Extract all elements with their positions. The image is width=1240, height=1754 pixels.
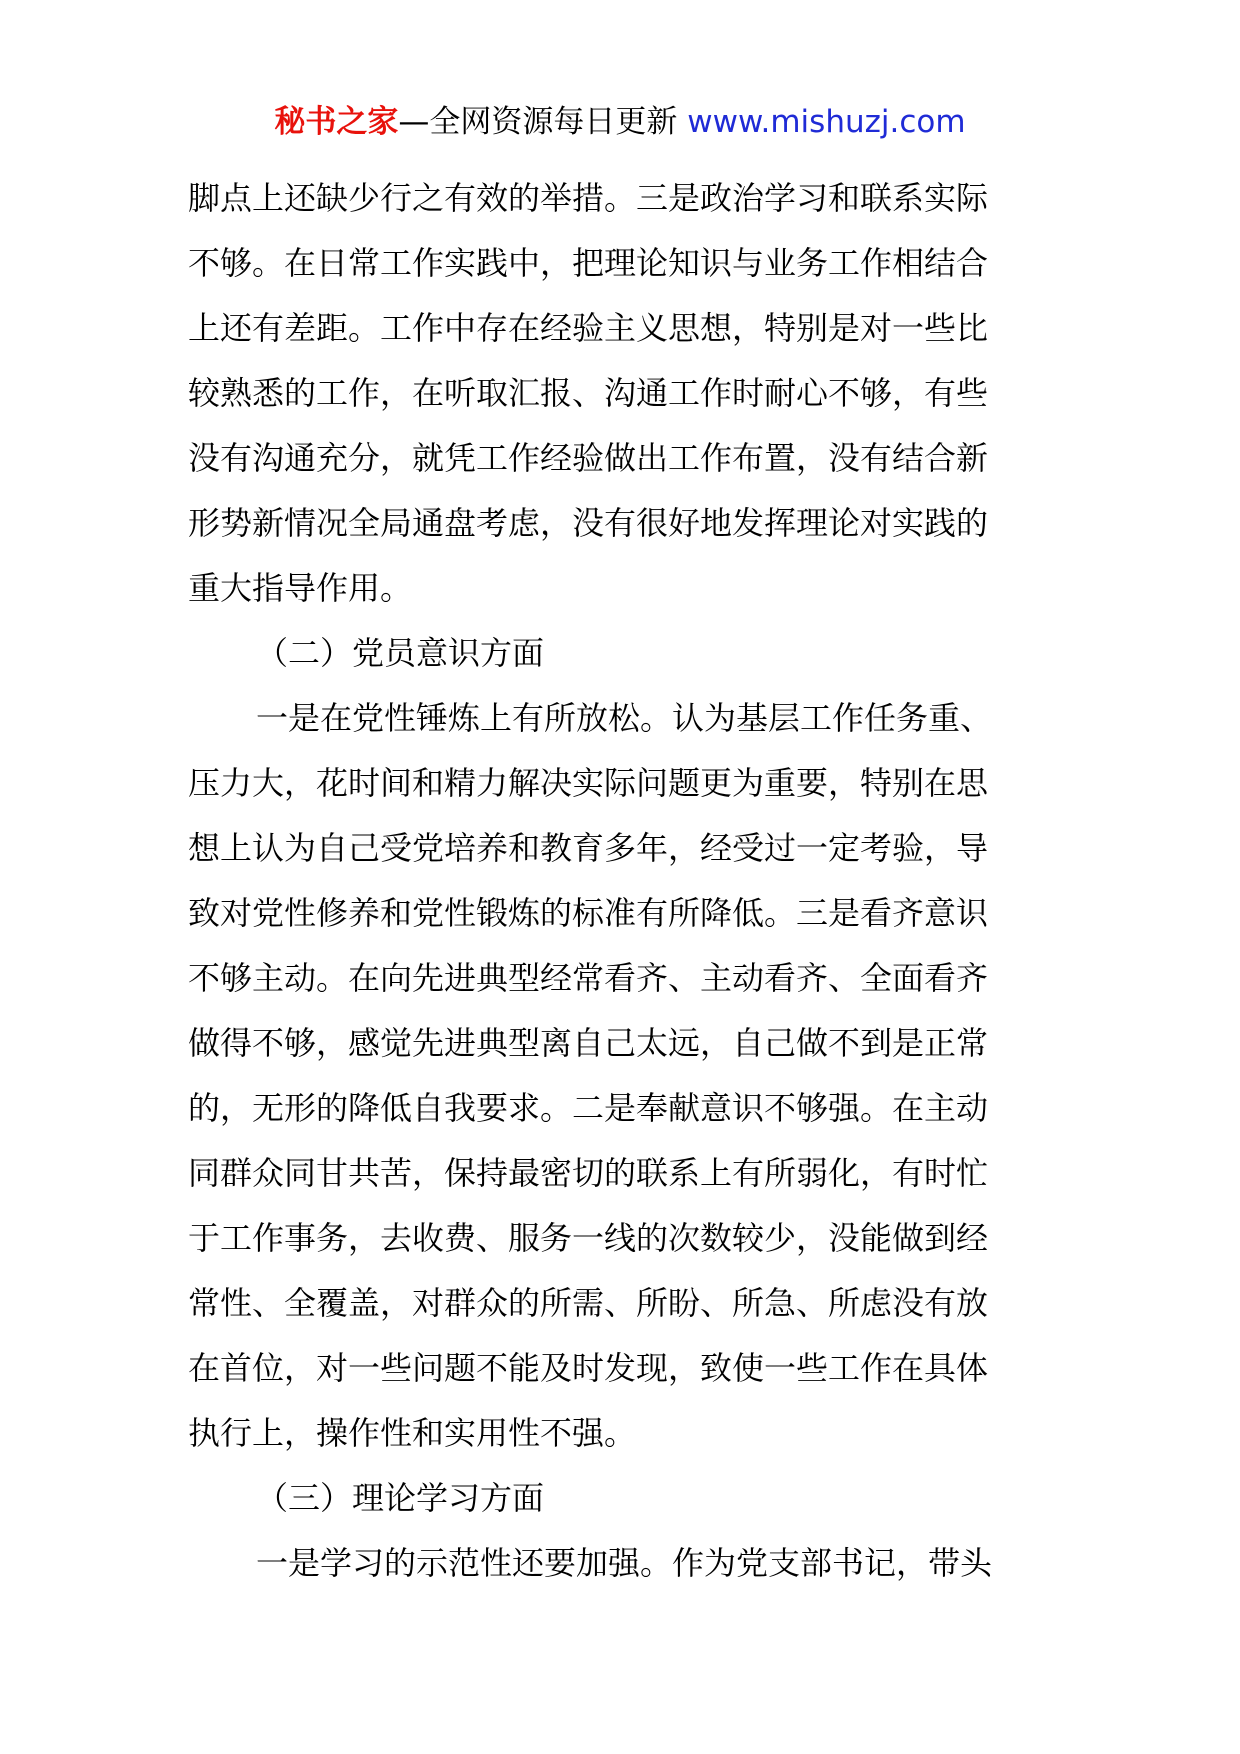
text-line: （二）党员意识方面	[256, 634, 545, 672]
text-line: 上还有差距。工作中存在经验主义思想，特别是对一些比	[188, 309, 989, 347]
text-line: 不够主动。在向先进典型经常看齐、主动看齐、全面看齐	[188, 959, 989, 997]
text-line: 于工作事务，去收费、服务一线的次数较少，没能做到经	[188, 1219, 989, 1257]
text-line: 一是在党性锤炼上有所放松。认为基层工作任务重、	[256, 699, 993, 737]
text-line: 较熟悉的工作，在听取汇报、沟通工作时耐心不够，有些	[188, 374, 989, 412]
site-url-link[interactable]: www.mishuzj.com	[687, 104, 966, 140]
text-line: 重大指导作用。	[188, 569, 413, 607]
text-line: （三）理论学习方面	[256, 1479, 545, 1517]
text-line: 想上认为自己受党培养和教育多年，经受过一定考验，导	[188, 829, 989, 867]
text-line: 一是学习的示范性还要加强。作为党支部书记，带头	[256, 1544, 993, 1582]
text-line: 不够。在日常工作实践中，把理论知识与业务工作相结合	[188, 244, 989, 282]
text-line: 执行上，操作性和实用性不强。	[188, 1414, 637, 1452]
text-line: 压力大，花时间和精力解决实际问题更为重要，特别在思	[188, 764, 989, 802]
text-line: 没有沟通充分，就凭工作经验做出工作布置，没有结合新	[188, 439, 989, 477]
header-tagline: —全网资源每日更新	[398, 104, 688, 140]
text-line: 致对党性修养和党性锻炼的标准有所降低。三是看齐意识	[188, 894, 989, 932]
page-header	[0, 100, 1240, 144]
brand-name: 秘书之家	[274, 104, 399, 140]
text-line: 同群众同甘共苦，保持最密切的联系上有所弱化，有时忙	[188, 1154, 989, 1192]
text-line: 做得不够，感觉先进典型离自己太远，自己做不到是正常	[188, 1024, 989, 1062]
text-line: 在首位，对一些问题不能及时发现，致使一些工作在具体	[188, 1349, 989, 1387]
text-line: 的，无形的降低自我要求。二是奉献意识不够强。在主动	[188, 1089, 989, 1127]
text-line: 脚点上还缺少行之有效的举措。三是政治学习和联系实际	[188, 179, 989, 217]
text-line: 常性、全覆盖，对群众的所需、所盼、所急、所虑没有放	[188, 1284, 989, 1322]
text-line: 形势新情况全局通盘考虑，没有很好地发挥理论对实践的	[188, 504, 989, 542]
document-body	[188, 166, 1058, 1596]
